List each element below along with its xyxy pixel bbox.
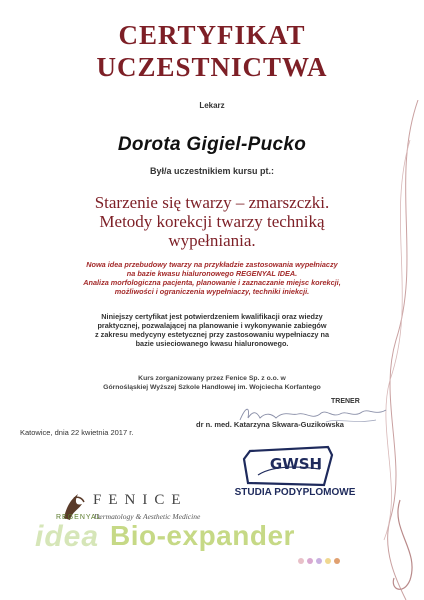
course-title-line: Starzenie się twarzy – zmarszczki.: [94, 193, 330, 212]
certification-text-line: bazie usieciowanego kwasu hialuronowego.: [135, 339, 289, 348]
gwsh-studies-label: STUDIA PODYPLOMOWE: [234, 487, 356, 498]
organizer-line: Górnośląskiej Wyższej Szkole Handlowej im. Wojciecha Korfantego: [103, 384, 321, 391]
certification-text-line: praktycznej, pozwalającej na planowanie i wykonywanie zabiegów: [97, 321, 327, 330]
course-title-line: wypełniania.: [168, 231, 256, 250]
participant-name: Dorota Gigiel-Pucko: [117, 134, 307, 155]
certificate-title-line1: CERTYFIKAT: [118, 20, 306, 50]
participant-statement: Był/a uczestnikiem kursu pt.:: [149, 166, 275, 176]
trainer-name: dr n. med. Katarzyna Skwara-Guzikowska: [196, 420, 344, 429]
fenice-logo-name: FENICE: [93, 492, 188, 508]
course-title-line: Metody korekcji twarzy techniką: [99, 212, 325, 231]
place-and-date: Katowice, dnia 22 kwietnia 2017 r.: [20, 428, 134, 437]
certification-text-line: Niniejszy certyfikat jest potwierdzeniem kwalifikacji oraz wiedzy: [101, 312, 323, 321]
certification-text-line: z zakresu medycyny estetycznej przy zastosowaniu wypełniaczy na: [95, 330, 329, 339]
gwsh-acronym: GWSH: [269, 455, 323, 473]
product-name: Bio-expander: [110, 520, 295, 551]
product-brand: REGENYAL: [56, 514, 102, 521]
participant-role: Lekarz: [199, 101, 225, 110]
certificate-title-line2: UCZESTNICTWA: [96, 52, 328, 82]
course-description-line: możliwości i ograniczenia wypełniaczy, techniki iniekcji.: [114, 287, 310, 296]
gwsh-logo-icon: [240, 445, 340, 487]
product-idea-wordmark: idea: [35, 520, 100, 553]
fenice-logo-tagline: Dermatology & Aesthetic Medicine: [94, 512, 201, 521]
course-description-line: na bazie kwasu hialuronowego REGENYAL IDEA.: [126, 269, 298, 278]
course-description-line: Analiza morfologiczna pacjenta, planowanie i zaznaczanie miejsc korekcji,: [83, 278, 341, 287]
course-description-line: Nowa idea przebudowy twarzy na przykładzie zastosowania wypełniaczy: [86, 260, 338, 269]
decorative-dots: [296, 556, 356, 566]
organizer-line: Kurs zorganizowany przez Fenice Sp. z o.o. w: [138, 375, 286, 382]
trainer-label: TRENER: [331, 398, 360, 405]
